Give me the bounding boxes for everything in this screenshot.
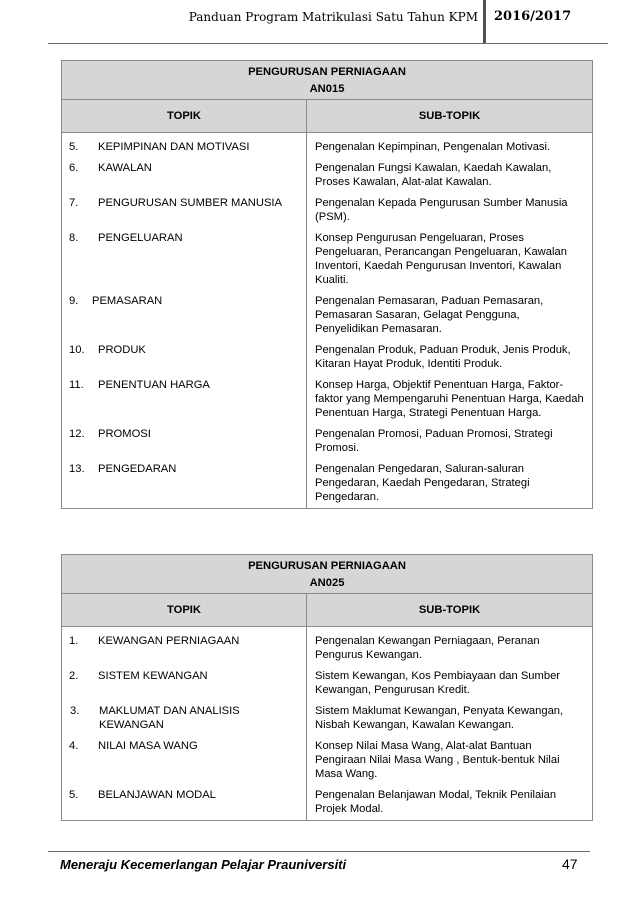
subtopic-text: Pengenalan Promosi, Paduan Promosi, Strategi Promosi.: [307, 424, 593, 459]
subtopic-text: Konsep Pengurusan Pengeluaran, Proses Pengeluaran, Perancangan Pengeluaran, Kawalan Inventori, Kaedah Pengurusan Inventori, Kawalan Kualiti.: [307, 228, 593, 291]
column-header-topic: TOPIK: [62, 100, 307, 133]
row-number: 1.: [69, 635, 79, 647]
subtopic-text: Sistem Kewangan, Kos Pembiayaan dan Sumber Kewangan, Pengurusan Kredit.: [307, 666, 593, 701]
table-caption: PENGURUSAN PERNIAGAAN: [62, 61, 593, 83]
topic-name: KEPIMPINAN DAN MOTIVASI: [98, 141, 250, 153]
topic-name: PENENTUAN HARGA: [98, 379, 210, 391]
topic-name: PROMOSI: [98, 428, 151, 440]
row-number: 8.: [69, 232, 79, 244]
row-number: 12.: [69, 428, 85, 440]
subtopic-text: Pengenalan Pemasaran, Paduan Pemasaran, Pemasaran Sasaran, Gelagat Pengguna, Penyelidikan Pemasaran.: [307, 291, 593, 340]
row-number: 10.: [69, 344, 85, 356]
table-row: [62, 291, 593, 340]
row-number: 2.: [69, 670, 79, 682]
header-year: 2016/2017: [494, 9, 572, 24]
row-number: 13.: [69, 463, 85, 475]
table-row: [62, 459, 593, 509]
row-number: 5.: [69, 789, 79, 801]
row-number: 7.: [69, 197, 79, 209]
table-row: [62, 375, 593, 424]
page-footer: [48, 851, 608, 881]
topic-name: PEMASARAN: [92, 295, 163, 307]
subtopic-text: Sistem Maklumat Kewangan, Penyata Kewangan, Nisbah Kewangan, Kawalan Kewangan.: [307, 701, 593, 736]
header-separator: [483, 0, 486, 44]
subtopic-text: Pengenalan Kepada Pengurusan Sumber Manusia (PSM).: [307, 193, 593, 228]
topic-name: MAKLUMAT DAN ANALISIS KEWANGAN: [99, 705, 240, 731]
subtopic-text: Pengenalan Belanjawan Modal, Teknik Penilaian Projek Modal.: [307, 785, 593, 821]
topic-name: KEWANGAN PERNIAGAAN: [98, 635, 240, 647]
column-header-topic: TOPIK: [62, 594, 307, 627]
subtopic-text: Konsep Harga, Objektif Penentuan Harga, Faktor-faktor yang Mempengaruhi Penentuan Harga, Kaedah Penentuan Harga, Strategi Penentuan Harga.: [307, 375, 593, 424]
row-number: 3.: [70, 705, 80, 717]
table-row: [62, 666, 593, 701]
header-rule: [48, 43, 608, 44]
header-title: Panduan Program Matrikulasi Satu Tahun KPM: [188, 10, 478, 24]
course-code: AN025: [62, 576, 593, 594]
syllabus-table-an025: [61, 554, 592, 821]
footer-rule: [48, 851, 590, 852]
subtopic-text: Pengenalan Produk, Paduan Produk, Jenis Produk, Kitaran Hayat Produk, Identiti Produk.: [307, 340, 593, 375]
table-caption: PENGURUSAN PERNIAGAAN: [62, 555, 593, 577]
topic-name: PENGELUARAN: [98, 232, 183, 244]
table-row: [62, 701, 593, 736]
row-number: 11.: [69, 379, 84, 391]
topic-name: NILAI MASA WANG: [98, 740, 198, 752]
subtopic-text: Pengenalan Kepimpinan, Pengenalan Motivasi.: [307, 133, 593, 159]
row-number: 6.: [69, 162, 79, 174]
table-row: [62, 193, 593, 228]
column-header-subtopic: SUB-TOPIK: [307, 594, 593, 627]
row-number: 9.: [69, 295, 79, 307]
subtopic-text: Konsep Nilai Masa Wang, Alat-alat Bantuan Pengiraan Nilai Masa Wang , Bentuk-bentuk Nilai Masa Wang.: [307, 736, 593, 785]
topic-name: PENGURUSAN SUMBER MANUSIA: [98, 197, 282, 209]
syllabus-table-an015: [61, 60, 592, 509]
topic-name: PRODUK: [98, 344, 146, 356]
footer-text: Meneraju Kecemerlangan Pelajar Prauniversiti: [60, 857, 347, 872]
subtopic-text: Pengenalan Kewangan Perniagaan, Peranan Pengurus Kewangan.: [307, 627, 593, 667]
table-row: [62, 627, 593, 667]
topic-name: PENGEDARAN: [98, 463, 177, 475]
topic-name: SISTEM KEWANGAN: [98, 670, 208, 682]
table-row: [62, 158, 593, 193]
table-row: [62, 228, 593, 291]
page-header: [0, 0, 638, 44]
topic-name: KAWALAN: [98, 162, 152, 174]
page-number: 47: [562, 856, 578, 872]
subtopic-text: Pengenalan Pengedaran, Saluran-saluran Pengedaran, Kaedah Pengedaran, Strategi Pengedaran.: [307, 459, 593, 509]
table-row: [62, 424, 593, 459]
table-row: [62, 340, 593, 375]
row-number: 4.: [69, 740, 79, 752]
row-number: 5.: [69, 141, 79, 153]
column-header-subtopic: SUB-TOPIK: [307, 100, 593, 133]
subtopic-text: Pengenalan Fungsi Kawalan, Kaedah Kawalan, Proses Kawalan, Alat-alat Kawalan.: [307, 158, 593, 193]
table-row: [62, 736, 593, 785]
table-row: [62, 133, 593, 159]
course-code: AN015: [62, 82, 593, 100]
table-row: [62, 785, 593, 821]
topic-name: BELANJAWAN MODAL: [98, 789, 216, 801]
